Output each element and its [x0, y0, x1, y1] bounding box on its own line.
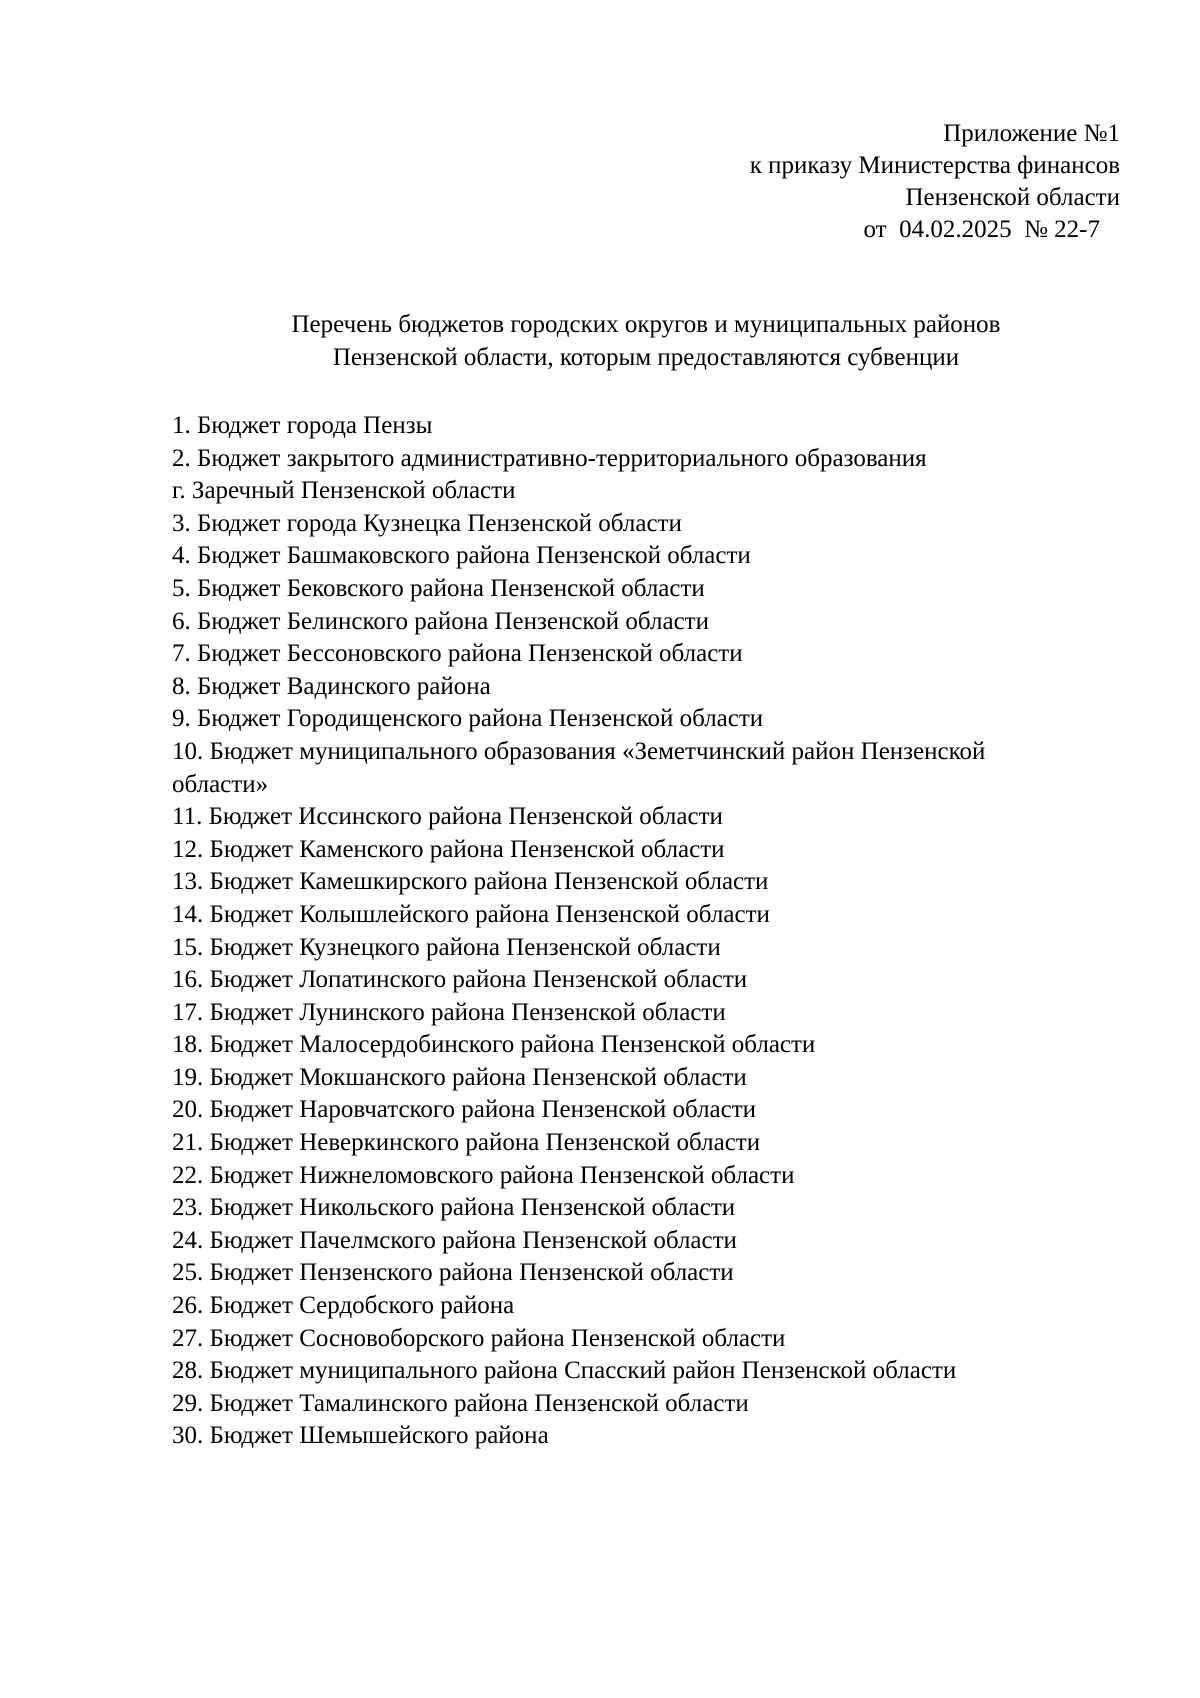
- list-item: 17. Бюджет Лунинского района Пензенской области: [172, 998, 726, 1026]
- appendix-header: [750, 118, 1120, 246]
- list-item: 15. Бюджет Кузнецкого района Пензенской области: [172, 933, 721, 961]
- appendix-order-date-number: от 04.02.2025 № 22-7: [863, 216, 1100, 243]
- title-line-1: Перечень бюджетов городских округов и муниципальных районов: [291, 311, 1001, 338]
- list-item: 19. Бюджет Мокшанского района Пензенской области: [172, 1063, 747, 1091]
- list-item: 16. Бюджет Лопатинского района Пензенской области: [172, 966, 748, 994]
- title-line-2: Пензенской области, которым предоставляются субвенции: [332, 344, 960, 371]
- list-item: 20. Бюджет Наровчатского района Пензенской области: [172, 1096, 757, 1124]
- budget-list: [172, 410, 1122, 1453]
- list-item: 29. Бюджет Тамалинского района Пензенской области: [172, 1389, 749, 1417]
- appendix-number: Приложение №1: [943, 120, 1120, 147]
- list-item: 25. Бюджет Пензенского района Пензенской области: [172, 1259, 734, 1287]
- list-item: 13. Бюджет Камешкирского района Пензенской области: [172, 868, 769, 896]
- list-item: 23. Бюджет Никольского района Пензенской области: [172, 1194, 736, 1222]
- document-title: [170, 308, 1122, 374]
- list-item: 22. Бюджет Нижнеломовского района Пензенской области: [172, 1161, 795, 1189]
- list-item: 18. Бюджет Малосердобинского района Пензенской области: [172, 1031, 816, 1059]
- list-item: 7. Бюджет Бессоновского района Пензенской области: [172, 640, 743, 668]
- list-item: 11. Бюджет Иссинского района Пензенской области: [172, 803, 723, 831]
- list-item: 3. Бюджет города Кузнецка Пензенской области: [172, 509, 682, 537]
- list-item: 28. Бюджет муниципального района Спасский район Пензенской области: [172, 1357, 957, 1385]
- list-item: 26. Бюджет Сердобского района: [172, 1292, 515, 1320]
- list-item: 30. Бюджет Шемышейского района: [172, 1422, 549, 1450]
- list-item: 2. Бюджет закрытого административно-территориального образования: [172, 444, 927, 472]
- list-item: г. Заречный Пензенской области: [172, 477, 516, 505]
- list-item: 27. Бюджет Сосновоборского района Пензенской области: [172, 1324, 786, 1352]
- list-item: 9. Бюджет Городищенского района Пензенской области: [172, 705, 764, 733]
- list-item: 1. Бюджет города Пензы: [172, 412, 433, 439]
- list-item: 6. Бюджет Белинского района Пензенской области: [172, 607, 709, 635]
- list-item: 14. Бюджет Колышлейского района Пензенской области: [172, 900, 770, 928]
- appendix-region: Пензенской области: [905, 184, 1120, 211]
- list-item: 24. Бюджет Пачелмского района Пензенской области: [172, 1226, 737, 1254]
- list-item: 4. Бюджет Башмаковского района Пензенской области: [172, 542, 751, 570]
- list-item: 21. Бюджет Неверкинского района Пензенской области: [172, 1129, 761, 1157]
- list-item: 5. Бюджет Бековского района Пензенской области: [172, 574, 705, 602]
- list-item: 12. Бюджет Каменского района Пензенской области: [172, 835, 725, 863]
- list-item: области»: [172, 770, 269, 798]
- appendix-order-ref: к приказу Министерства финансов: [749, 152, 1120, 179]
- list-item: 8. Бюджет Вадинского района: [172, 672, 491, 700]
- list-item: 10. Бюджет муниципального образования «Земетчинский район Пензенской: [172, 737, 986, 765]
